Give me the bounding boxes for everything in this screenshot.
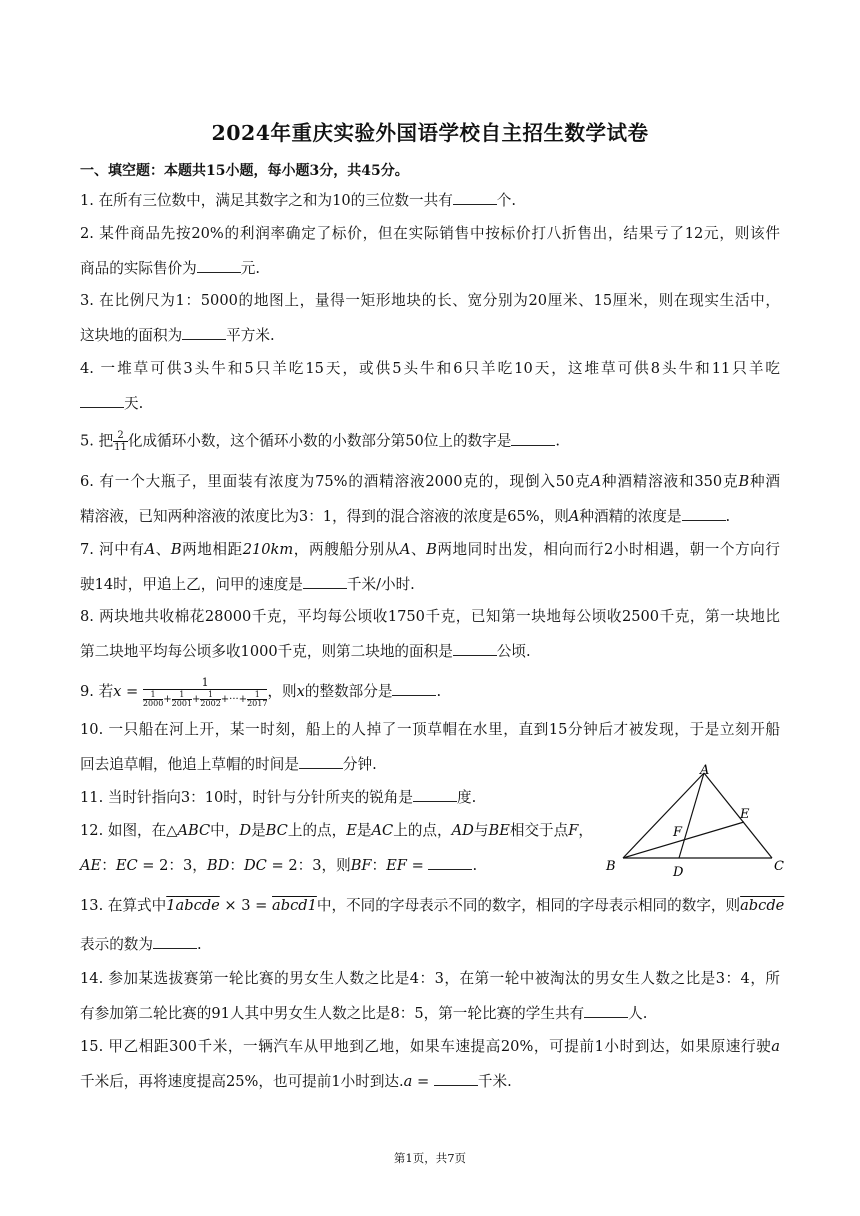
question-7-line-1 xyxy=(80,540,780,560)
unit-fraction-denominator: 2017 xyxy=(247,699,268,708)
var-x: x xyxy=(113,683,122,700)
q12-text: 上的点， xyxy=(287,822,347,839)
question-5 xyxy=(80,430,560,453)
unit-fraction-numerator: 1 xyxy=(200,691,220,700)
var-b: B xyxy=(738,473,750,490)
q7-text: 两地同时出发，相向而行2小时相遇，朝一个方向行 xyxy=(436,541,780,558)
q12-text: ： xyxy=(371,857,387,874)
q12-text: = 2：3，则 xyxy=(266,857,351,874)
multiplication-expression: × 3 = xyxy=(219,897,273,914)
ellipsis: +···+ xyxy=(220,694,248,705)
q12-text: 相交于点 xyxy=(509,822,569,839)
q2-text-end: 元. xyxy=(240,260,260,277)
q3-text-end: 平方米. xyxy=(226,327,275,344)
question-10-line-1: 10. 一只船在河上开，某一时刻，船上的人掉了一顶草帽在水里，直到15分钟后才被发现，于是立刻开船 xyxy=(80,721,780,738)
unit-fraction-denominator: 2001 xyxy=(171,699,193,708)
question-10-line-2 xyxy=(80,754,377,775)
q8-text: 第二块地平均每公顷多收1000千克，则第二块地的面积是 xyxy=(80,643,453,660)
q7-text: 7. 河中有 xyxy=(80,541,145,558)
q7-text: ，两艘船分别从 xyxy=(293,541,400,558)
q7-text: 驶14时，甲追上乙，问甲的速度是 xyxy=(80,576,303,593)
q6-text: 种酒 xyxy=(749,473,781,490)
unit-fraction xyxy=(200,691,220,708)
answer-blank xyxy=(453,641,497,656)
segment-ae: AE xyxy=(80,857,102,874)
question-14-line-1: 14. 参加某选拔赛第一轮比赛的男女生人数之比是4：3，在第一轮中被淘汰的男女生人数之比是3：4，所 xyxy=(80,970,780,987)
distance-value: 210km xyxy=(242,541,294,558)
segment-ec: EC xyxy=(115,857,138,874)
answer-blank xyxy=(584,1003,628,1018)
fraction xyxy=(113,430,128,453)
question-8-line-1: 8. 两块地共收棉花28000千克，平均每公顷收1750千克，已知第一块地每公顷收2500千克，第一块地比 xyxy=(80,608,780,625)
question-3-line-2 xyxy=(80,325,275,346)
unit-fraction xyxy=(143,691,163,708)
q5-text-mid: 化成循环小数，这个循环小数的小数部分第50位上的数字是 xyxy=(127,432,512,450)
label-b: B xyxy=(606,859,616,874)
question-14-line-2 xyxy=(80,1003,647,1024)
label-a: A xyxy=(700,764,710,778)
q7-text: 两地相距 xyxy=(181,541,243,558)
triangle-name: ABC xyxy=(177,822,211,839)
q11-text: 11. 当时针指向3：10时，时针与分针所夹的锐角是 xyxy=(80,789,413,806)
fraction-numerator: 2 xyxy=(113,430,128,442)
q6-text: 精溶液，已知两种溶液的浓度比为3：1，得到的混合溶液的浓度是65%，则 xyxy=(80,508,569,525)
var-a: A xyxy=(590,473,602,490)
segment-dc: DC xyxy=(243,857,267,874)
q14-text: 有参加第二轮比赛的91人其中男女生人数之比是8：5，第一轮比赛的学生共有 xyxy=(80,1005,585,1022)
question-6-line-1 xyxy=(80,472,780,492)
answer-blank xyxy=(299,754,343,769)
q12-text: ： xyxy=(101,857,116,874)
number-abcd1: abcd1 xyxy=(272,897,317,914)
q9-text: ，则 xyxy=(267,683,297,700)
answer-blank xyxy=(80,393,124,408)
question-8-line-2 xyxy=(80,641,531,662)
unit-fraction-denominator: 2000 xyxy=(142,699,164,708)
q10-text: 回去追草帽，他追上草帽的时间是 xyxy=(80,756,299,773)
label-f: F xyxy=(673,825,683,840)
digit-one: 1 xyxy=(166,897,176,914)
var-a: A xyxy=(399,541,411,558)
equals-sign: = xyxy=(121,683,143,700)
q7-text-end: 千米/小时. xyxy=(346,576,415,593)
q14-text-end: 人. xyxy=(628,1005,648,1022)
equals-sign: = xyxy=(412,1073,434,1090)
q13-text: 中，不同的字母表示不同的数字，相同的字母表示相同的数字，则 xyxy=(316,897,741,914)
q12-text: 中， xyxy=(210,822,240,839)
point-e: E xyxy=(346,822,357,839)
question-13-line-1 xyxy=(80,896,784,916)
question-7-line-2 xyxy=(80,574,415,595)
q13-text-end: . xyxy=(196,936,202,953)
q9-text: 的整数部分是 xyxy=(304,683,393,700)
q6-text: 种酒精溶液和350克 xyxy=(601,473,739,490)
var-a: A xyxy=(144,541,156,558)
var-a: A xyxy=(568,508,580,525)
point-d: D xyxy=(239,822,252,839)
question-6-line-2 xyxy=(80,506,730,527)
var-a-lower: a xyxy=(771,1038,780,1055)
segment-bc: BC xyxy=(265,822,288,839)
fraction-denominator: 11 xyxy=(114,442,127,453)
q5-text-end: . xyxy=(555,432,560,450)
q9-text-end: . xyxy=(436,683,442,700)
compound-fraction xyxy=(143,676,268,708)
q6-text: 6. 有一个大瓶子，里面装有浓度为75%的酒精溶液2000克的，现倒入50克 xyxy=(80,473,591,490)
number-1abcde xyxy=(166,897,220,914)
q12-text: ： xyxy=(229,857,244,874)
label-e: E xyxy=(740,807,750,822)
q15-text-end: 千米. xyxy=(477,1073,512,1090)
segment-bd: BD xyxy=(206,857,230,874)
question-4-line-2 xyxy=(80,393,143,414)
unit-fraction-numerator: 1 xyxy=(172,691,192,700)
q4-text-end: 天. xyxy=(124,395,144,412)
segment-ac: AC xyxy=(371,822,394,839)
page-footer: 第1页，共7页 xyxy=(393,1151,467,1165)
label-c: C xyxy=(774,859,784,874)
q2-text: 商品的实际售价为 xyxy=(80,260,197,277)
q3-text: 这块地的面积为 xyxy=(80,327,183,344)
answer-blank xyxy=(511,431,555,446)
q12-text: 是 xyxy=(251,822,266,839)
q9-text: 9. 若 xyxy=(80,683,114,700)
answer-blank xyxy=(303,574,347,589)
answer-blank xyxy=(434,1071,478,1086)
unit-fraction xyxy=(247,691,267,708)
q7-text: 、 xyxy=(410,541,427,558)
question-9 xyxy=(80,676,441,708)
q13-text: 13. 在算式中 xyxy=(80,897,167,914)
question-3-line-1: 3. 在比例尺为1：5000的地图上，量得一矩形地块的长、宽分别为20厘米、15厘米，则在现实生活中， xyxy=(80,292,780,309)
page-title: 2024年重庆实验外国语学校自主招生数学试卷 xyxy=(211,121,649,145)
question-11 xyxy=(80,787,476,808)
answer-blank xyxy=(428,855,472,870)
section-heading: 一、填空题：本题共15小题，每小题3分，共45分。 xyxy=(80,163,409,179)
question-2-line-2 xyxy=(80,258,260,279)
segment-be: BE xyxy=(488,822,510,839)
q12-text: 是 xyxy=(356,822,372,839)
equals-sign: = xyxy=(406,857,429,874)
question-1 xyxy=(80,190,516,211)
q12-text: 与 xyxy=(473,822,489,839)
unit-fraction-numerator: 1 xyxy=(143,691,163,700)
unit-fraction-denominator: 2002 xyxy=(200,699,221,708)
plus-sign: + xyxy=(192,694,201,705)
q1-text-end: 个. xyxy=(496,192,517,209)
q15-text: 15. 甲乙相距300千米，一辆汽车从甲地到乙地，如果车速提高20%，可提前1小时到达，如果原速行驶 xyxy=(80,1038,772,1055)
var-a-lower: a xyxy=(403,1073,413,1090)
question-12-line-2 xyxy=(80,855,477,876)
q5-text: 5. 把 xyxy=(80,432,114,450)
var-x: x xyxy=(296,683,305,700)
q7-text: 、 xyxy=(155,541,171,558)
q15-text: 千米后，再将速度提高25%，也可提前1小时到达. xyxy=(80,1073,404,1090)
answer-blank xyxy=(682,506,726,521)
question-15-line-2 xyxy=(80,1071,512,1092)
fraction-numerator: 1 xyxy=(143,676,268,690)
var-b: B xyxy=(170,541,182,558)
unit-fraction-numerator: 1 xyxy=(247,691,267,700)
answer-blank xyxy=(413,787,457,802)
q12-text: = 2：3， xyxy=(137,857,207,874)
q12-text-end: . xyxy=(472,857,478,874)
label-d: D xyxy=(673,865,684,880)
segment-bf: BF xyxy=(350,857,372,874)
segment-ef: EF xyxy=(386,857,407,874)
q12-text: 上的点， xyxy=(393,822,452,839)
segment-ad: AD xyxy=(451,822,474,839)
var-b: B xyxy=(426,541,437,558)
question-15-line-1 xyxy=(80,1037,780,1057)
question-2-line-1: 2. 某件商品先按20%的利润率确定了标价，但在实际销售中按标价打八折售出，结果亏了12元，则该件 xyxy=(80,225,780,242)
point-f: F xyxy=(568,822,579,839)
q6-text: 种酒精的浓度是 xyxy=(579,508,682,525)
q6-text-end: . xyxy=(725,508,731,525)
q11-text-end: 度. xyxy=(457,789,477,806)
question-13-line-2 xyxy=(80,934,202,955)
fraction-denominator xyxy=(143,690,268,708)
unit-fraction xyxy=(172,691,192,708)
answer-blank xyxy=(153,934,197,949)
q13-text: 表示的数为 xyxy=(80,936,153,953)
triangle-figure xyxy=(598,764,790,882)
q10-text-end: 分钟. xyxy=(342,756,377,773)
plus-sign: + xyxy=(163,694,172,705)
answer-blank xyxy=(197,258,241,273)
q12-text: ， xyxy=(578,822,593,839)
number-abcde: abcde xyxy=(740,897,785,914)
q12-text: 12. 如图，在△ xyxy=(80,822,178,839)
answer-blank xyxy=(182,325,226,340)
answer-blank xyxy=(392,681,436,696)
question-4-line-1: 4. 一堆草可供3头牛和5只羊吃15天，或供5头牛和6只羊吃10天，这堆草可供8头牛和11只羊吃 xyxy=(80,360,780,377)
q1-text: 1. 在所有三位数中，满足其数字之和为10的三位数一共有 xyxy=(80,192,453,209)
q8-text-end: 公顷. xyxy=(496,643,531,660)
question-12-line-1 xyxy=(80,821,593,841)
answer-blank xyxy=(453,190,497,205)
digits-abcde: abcde xyxy=(175,897,220,914)
